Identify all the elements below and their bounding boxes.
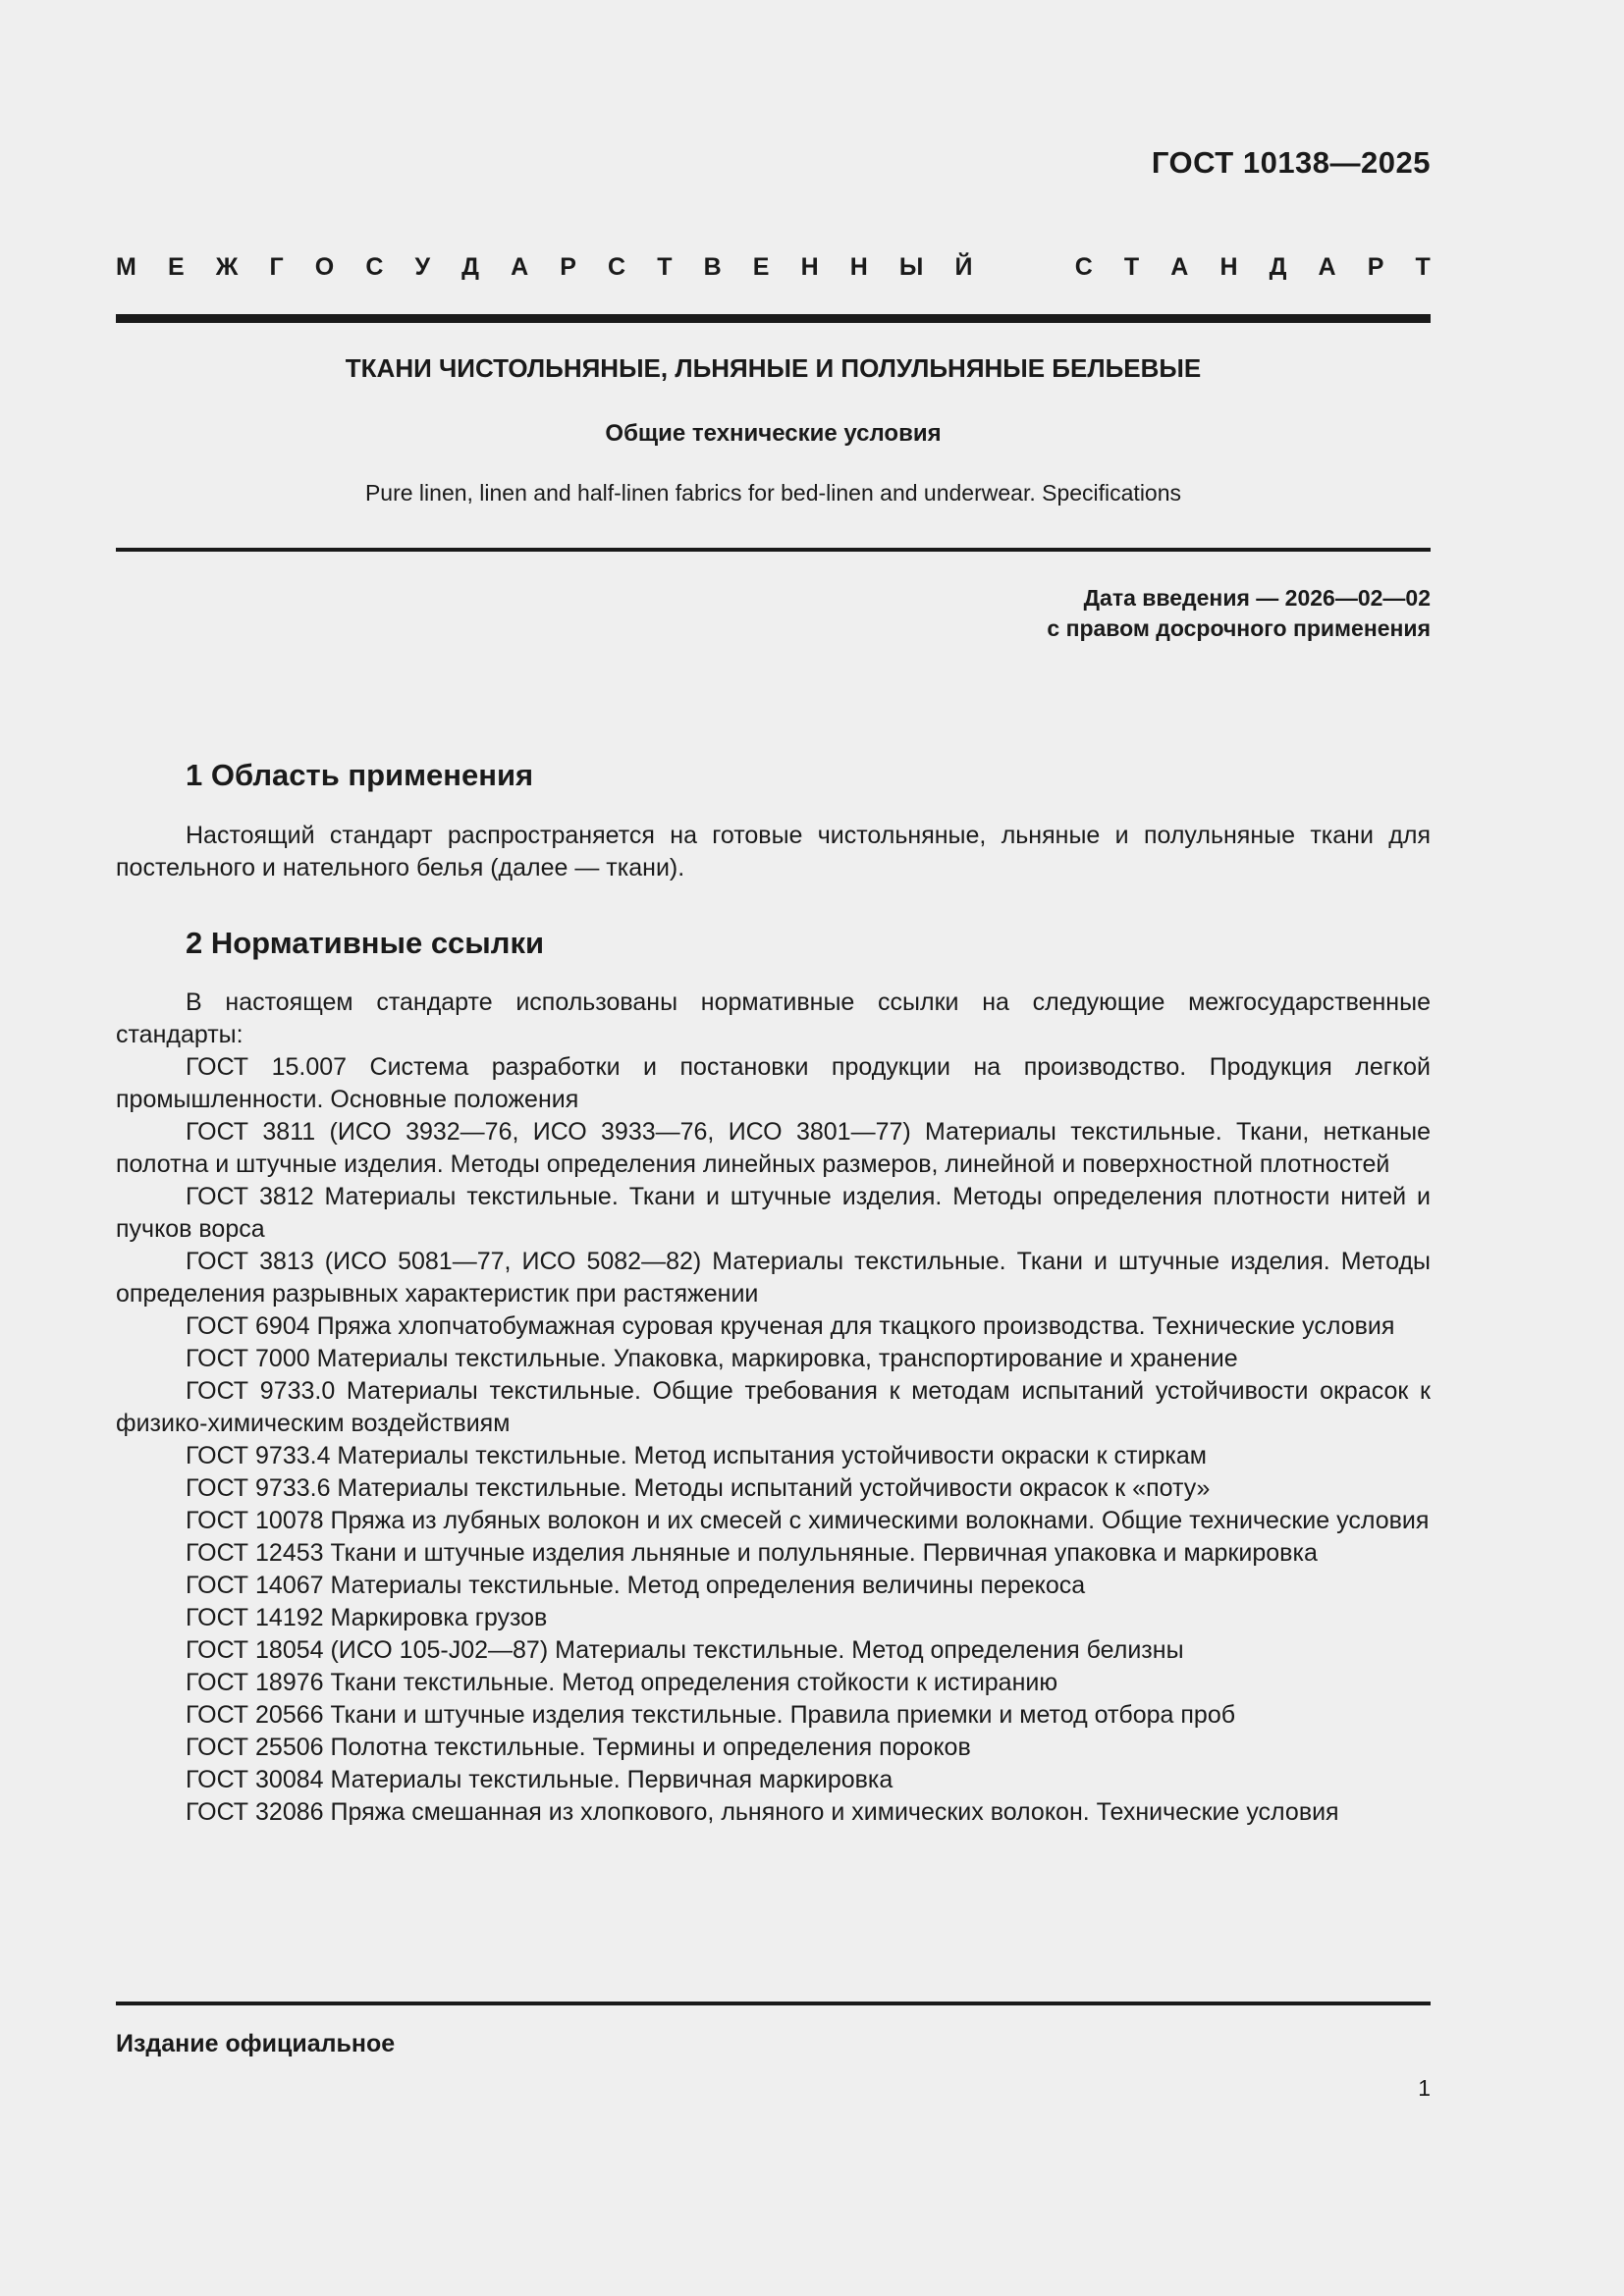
reference-item: ГОСТ 30084 Материалы текстильные. Первичная маркировка	[186, 1766, 893, 1793]
standard-kind-letter: С	[1074, 253, 1093, 281]
standard-kind-letter: С	[365, 253, 384, 281]
standard-kind-letter: Т	[1415, 253, 1431, 281]
reference-item: ГОСТ 3813 (ИСО 5081—77, ИСО 5082—82) Материалы текстильные. Ткани и штучные изделия. Методы определения разрывных характеристик при растяжении	[116, 1248, 1431, 1308]
introduction-date	[1047, 583, 1431, 644]
header-rule	[116, 314, 1431, 323]
section-body-scope	[116, 820, 1431, 884]
standard-kind-letter: Д	[461, 253, 479, 281]
reference-item: ГОСТ 7000 Материалы текстильные. Упаковка, маркировка, транспортирование и хранение	[186, 1345, 1238, 1372]
standard-kind-letter: Н	[800, 253, 819, 281]
standard-kind-letter: М	[116, 253, 136, 281]
reference-item: ГОСТ 25506 Полотна текстильные. Термины и определения пороков	[186, 1734, 971, 1761]
standard-kind-letter: В	[703, 253, 722, 281]
standard-kind-letter: А	[1318, 253, 1336, 281]
standard-kind-letter: Р	[560, 253, 576, 281]
word-gap	[1004, 253, 1044, 282]
introduction-date-line: Дата введения — 2026—02—02	[1083, 585, 1431, 611]
standard-kind-letter: Ы	[898, 253, 924, 281]
page-number: 1	[1418, 2075, 1431, 2101]
reference-item: ГОСТ 3812 Материалы текстильные. Ткани и штучные изделия. Методы определения плотности нитей и пучков ворса	[116, 1183, 1431, 1243]
standard-kind-letter: Н	[849, 253, 868, 281]
reference-item: ГОСТ 14067 Материалы текстильные. Метод определения величины перекоса	[186, 1572, 1086, 1599]
reference-item: ГОСТ 18976 Ткани текстильные. Метод определения стойкости к истиранию	[186, 1669, 1058, 1696]
standard-kind-letter: С	[608, 253, 626, 281]
document-title: ТКАНИ ЧИСТОЛЬНЯНЫЕ, ЛЬНЯНЫЕ И ПОЛУЛЬНЯНЫЕ БЕЛЬЕВЫЕ	[345, 353, 1202, 383]
early-application-line: с правом досрочного применения	[1047, 615, 1431, 641]
standard-kind-letter: Е	[167, 253, 185, 281]
document-title-english: Pure linen, linen and half-linen fabrics for bed-linen and underwear. Specifications	[364, 480, 1182, 506]
standard-kind-letter: Р	[1367, 253, 1384, 281]
standard-kind	[116, 253, 1431, 282]
standard-kind-letter: Й	[954, 253, 973, 281]
standard-kind-letter: А	[511, 253, 529, 281]
section-heading-references: 2 Нормативные ссылки	[186, 926, 545, 960]
section-body-references	[116, 987, 1431, 1829]
reference-item: ГОСТ 12453 Ткани и штучные изделия льняные и полульняные. Первичная упаковка и маркировка	[186, 1539, 1318, 1567]
footer-rule	[116, 2002, 1431, 2005]
standard-kind-letter: Д	[1269, 253, 1287, 281]
official-edition-label: Издание официальное	[116, 2030, 396, 2057]
standard-kind-letter: Г	[269, 253, 284, 281]
reference-item: ГОСТ 20566 Ткани и штучные изделия текстильные. Правила приемки и метод отбора проб	[186, 1701, 1236, 1729]
standard-kind-letter: Ж	[215, 253, 239, 281]
document-page	[116, 0, 1431, 2296]
reference-item: ГОСТ 18054 (ИСО 105-J02—87) Материалы текстильные. Метод определения белизны	[186, 1636, 1184, 1664]
reference-item: ГОСТ 9733.0 Материалы текстильные. Общие требования к методам испытаний устойчивости окрасок к физико-химическим воздействиям	[116, 1377, 1431, 1437]
reference-item: ГОСТ 9733.4 Материалы текстильные. Метод испытания устойчивости окраски к стиркам	[186, 1442, 1207, 1469]
standard-designation: ГОСТ 10138—2025	[1151, 145, 1431, 180]
reference-item: ГОСТ 3811 (ИСО 3932—76, ИСО 3933—76, ИСО 3801—77) Материалы текстильные. Ткани, нетканые полотна и штучные изделия. Методы определения линейных размеров, линейной и поверхностной плотностей	[116, 1118, 1431, 1178]
reference-item: ГОСТ 9733.6 Материалы текстильные. Методы испытаний устойчивости окрасок к «поту»	[186, 1474, 1211, 1502]
paragraph: В настоящем стандарте использованы нормативные ссылки на следующие межгосударственные стандарты:	[116, 988, 1431, 1048]
standard-kind-letter: А	[1170, 253, 1189, 281]
standard-kind-letter: Т	[1123, 253, 1140, 281]
section-heading-scope: 1 Область применения	[186, 758, 534, 792]
standard-kind-letter: У	[414, 253, 431, 281]
reference-item: ГОСТ 14192 Маркировка грузов	[186, 1604, 548, 1631]
standard-kind-letter: Е	[752, 253, 770, 281]
document-subtitle: Общие технические условия	[605, 420, 942, 447]
reference-item: ГОСТ 15.007 Система разработки и постановки продукции на производство. Продукция легкой промышленности. Основные положения	[116, 1053, 1431, 1113]
reference-item: ГОСТ 10078 Пряжа из лубяных волокон и их смесей с химическими волокнами. Общие технические условия	[186, 1507, 1430, 1534]
reference-item: ГОСТ 32086 Пряжа смешанная из хлопкового, льняного и химических волокон. Технические условия	[186, 1798, 1339, 1826]
reference-item: ГОСТ 6904 Пряжа хлопчатобумажная суровая крученая для ткацкого производства. Технические условия	[186, 1312, 1395, 1340]
standard-kind-letter: Т	[657, 253, 673, 281]
paragraph: Настоящий стандарт распространяется на готовые чистольняные, льняные и полульняные ткани для постельного и нательного белья (далее — ткани).	[116, 822, 1431, 881]
title-rule	[116, 548, 1431, 552]
standard-kind-letter: О	[314, 253, 335, 281]
standard-kind-letter: Н	[1219, 253, 1238, 281]
